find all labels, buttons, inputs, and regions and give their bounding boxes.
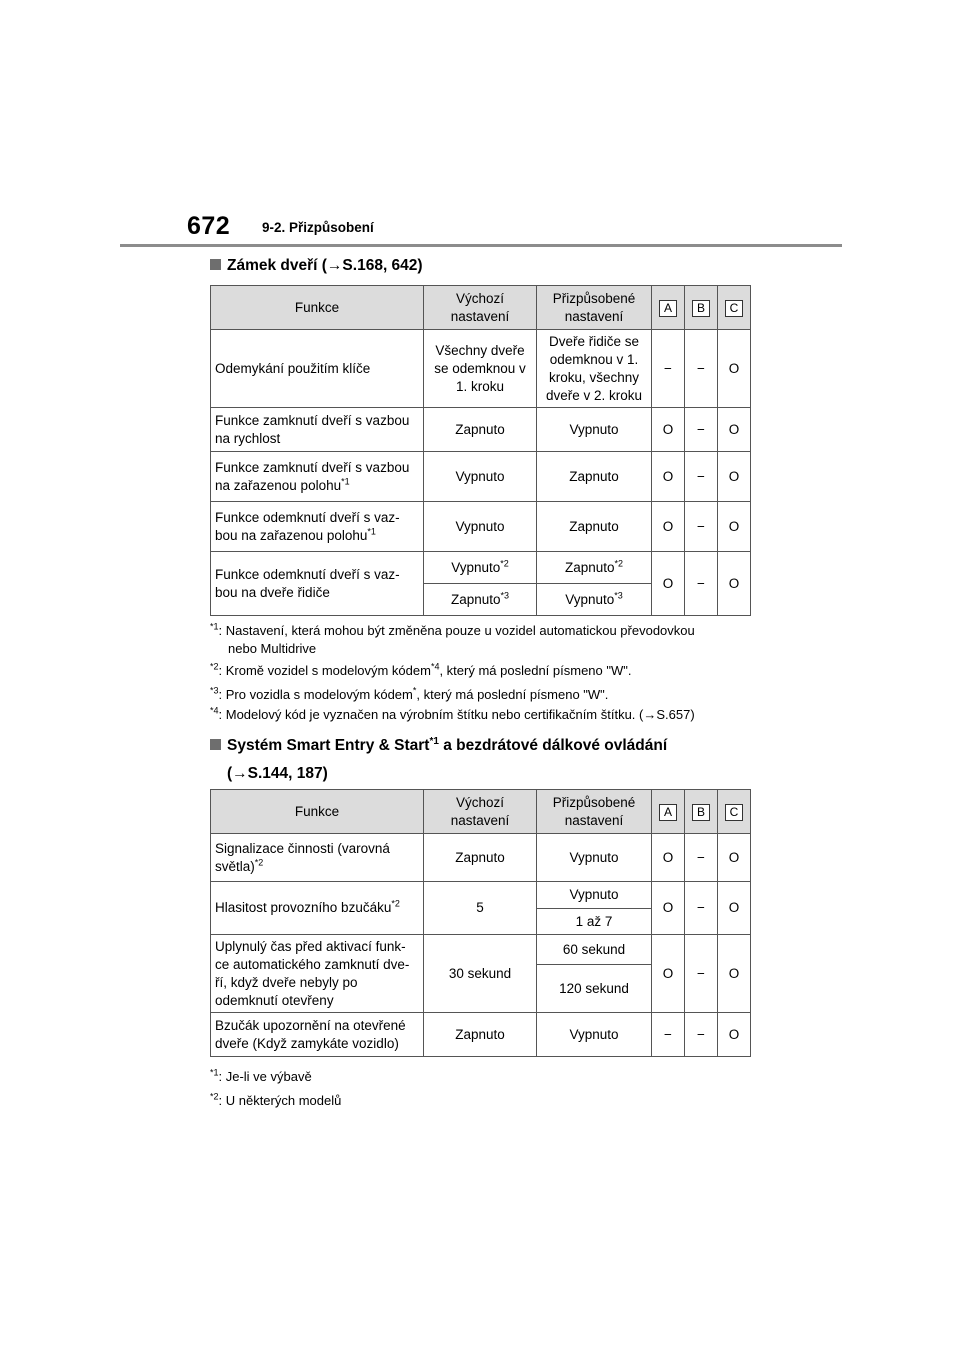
col-b xyxy=(685,790,718,834)
footnote xyxy=(210,706,770,724)
cell-default: Všechny dveře se odemknou v 1. kroku xyxy=(424,330,537,408)
footnote-text: : Nastavení, která mohou být změněna pouze u vozidel automatickou převodovkou xyxy=(218,623,695,638)
col-c xyxy=(718,790,751,834)
footnote-ref: *3 xyxy=(500,590,510,600)
footnote xyxy=(210,1092,770,1110)
cell-b: − xyxy=(685,408,718,452)
custom-text: Vypnuto xyxy=(565,591,615,607)
cell-custom: Vypnuto xyxy=(537,834,652,882)
cell-custom: 1 až 7 xyxy=(537,909,652,935)
cell-custom: Vypnuto xyxy=(537,1013,652,1057)
footnote-ref: *1 xyxy=(367,526,376,536)
cell-c: O xyxy=(718,408,751,452)
col-b xyxy=(685,286,718,330)
cell-c: O xyxy=(718,502,751,552)
cell-b: − xyxy=(685,1013,718,1057)
cell-c: O xyxy=(718,452,751,502)
cell-custom: Zapnuto xyxy=(537,452,652,502)
cell-default: Zapnuto xyxy=(424,408,537,452)
footnote-ref: *2 xyxy=(391,898,400,909)
footnote-text: : Pro vozidla s modelovým kódem xyxy=(218,687,413,702)
cell-default: Vypnuto xyxy=(424,452,537,502)
cell-b: − xyxy=(685,834,718,882)
cell-default xyxy=(424,552,537,584)
cell-c: O xyxy=(718,882,751,935)
footnote-mark: *2 xyxy=(210,1091,219,1102)
footnote-ref: * xyxy=(412,685,417,696)
letter-b-icon: B xyxy=(692,300,710,317)
footnote-ref: *3 xyxy=(614,590,623,600)
cell-default xyxy=(424,584,537,616)
table-row xyxy=(211,882,751,909)
letter-a-icon: A xyxy=(659,804,677,821)
cell-c: O xyxy=(718,1013,751,1057)
cell-custom: Vypnuto xyxy=(537,408,652,452)
cell-default: Zapnuto xyxy=(424,834,537,882)
cell-default: 5 xyxy=(424,882,537,935)
cell-func: Funkce odemknutí dveří s vaz-bou na dveře řidiče xyxy=(211,552,424,616)
table-row xyxy=(211,834,751,882)
cell-a: O xyxy=(652,935,685,1013)
table-header-row xyxy=(211,790,751,834)
default-text: Zapnuto xyxy=(450,591,501,607)
col-c xyxy=(718,286,751,330)
table-row xyxy=(211,408,751,452)
table-row xyxy=(211,452,751,502)
footnote xyxy=(210,662,770,680)
cell-custom: Zapnuto xyxy=(537,502,652,552)
cell-b: − xyxy=(685,935,718,1013)
footnote-mark: *4 xyxy=(210,705,219,716)
default-text: Vypnuto xyxy=(451,559,501,575)
table-row xyxy=(211,552,751,584)
table-row xyxy=(211,330,751,408)
col-funkce: Funkce xyxy=(211,286,424,330)
footnote xyxy=(210,622,770,658)
cell-func: Odemykání použitím klíče xyxy=(211,330,424,408)
letter-a-icon: A xyxy=(659,300,677,317)
custom-text: Zapnuto xyxy=(564,559,615,575)
col-custom: Přizpůsobené nastavení xyxy=(537,790,652,834)
cell-a: − xyxy=(652,330,685,408)
header-rule xyxy=(120,244,842,247)
col-funkce: Funkce xyxy=(211,790,424,834)
footnote-ref: *2 xyxy=(614,558,624,568)
cell-b: − xyxy=(685,330,718,408)
col-default: Výchozí nastavení xyxy=(424,286,537,330)
cell-c: O xyxy=(718,834,751,882)
door-lock-table xyxy=(210,285,751,616)
square-bullet-icon xyxy=(210,259,221,270)
cell-c: O xyxy=(718,935,751,1013)
footnote-text: : Modelový kód je vyznačen na výrobním štítku nebo certifikačním štítku. (→S.657) xyxy=(218,707,695,722)
letter-c-icon: C xyxy=(725,300,743,317)
cell-a: O xyxy=(652,452,685,502)
footnote-ref: *4 xyxy=(430,661,440,672)
cell-c: O xyxy=(718,552,751,616)
col-custom: Přizpůsobené nastavení xyxy=(537,286,652,330)
cell-a: O xyxy=(652,502,685,552)
col-a xyxy=(652,286,685,330)
letter-c-icon: C xyxy=(725,804,743,821)
func-text: Funkce zamknutí dveří s vazbou na zařazenou polohu xyxy=(215,459,410,493)
cell-c: O xyxy=(718,330,751,408)
footnote-ref: *2 xyxy=(254,857,264,867)
footnote-ref: *2 xyxy=(500,558,509,568)
table-row xyxy=(211,502,751,552)
cell-default: Zapnuto xyxy=(424,1013,537,1057)
footnote-text-cont: nebo Multidrive xyxy=(228,641,317,656)
cell-a: − xyxy=(652,1013,685,1057)
cell-func xyxy=(211,502,424,552)
footnote-text: , který má poslední písmeno "W". xyxy=(439,663,632,678)
cell-b: − xyxy=(685,502,718,552)
section-title-text-cont: (→S.144, 187) xyxy=(227,765,328,782)
cell-func: Uplynulý čas před aktivací funk-ce automatického zamknutí dve-ří, když dveře nebyly po odemknutí otevřeny xyxy=(211,935,424,1013)
col-a xyxy=(652,790,685,834)
cell-custom: 120 sekund xyxy=(537,965,652,1013)
cell-custom: Vypnuto xyxy=(537,882,652,909)
cell-b: − xyxy=(685,452,718,502)
cell-func: Bzučák upozornění na otevřené dveře (Když zamykáte vozidlo) xyxy=(211,1013,424,1057)
footnote-text: : Kromě vozidel s modelovým kódem xyxy=(218,663,431,678)
cell-a: O xyxy=(652,408,685,452)
table-row xyxy=(211,935,751,965)
cell-default: Vypnuto xyxy=(424,502,537,552)
cell-a: O xyxy=(652,834,685,882)
footnote-mark: *2 xyxy=(210,661,219,672)
func-text: Funkce odemknutí dveří s vaz-bou na zařazenou polohu xyxy=(215,509,400,543)
cell-custom xyxy=(537,552,652,584)
cell-func: Funkce zamknutí dveří s vazbou na rychlost xyxy=(211,408,424,452)
table-header-row xyxy=(211,286,751,330)
cell-func xyxy=(211,834,424,882)
section-title-text: Zámek dveří (→S.168, 642) xyxy=(227,257,423,274)
smart-entry-table xyxy=(210,789,751,1057)
running-header: 9-2. Přizpůsobení xyxy=(262,220,374,235)
cell-func xyxy=(211,882,424,935)
footnote-text: : U některých modelů xyxy=(218,1093,342,1108)
cell-default: 30 sekund xyxy=(424,935,537,1013)
col-default: Výchozí nastavení xyxy=(424,790,537,834)
square-bullet-icon xyxy=(210,739,221,750)
footnote-mark: *1 xyxy=(210,1067,219,1078)
cell-custom xyxy=(537,584,652,616)
cell-a: O xyxy=(652,552,685,616)
footnote xyxy=(210,686,770,704)
cell-b: − xyxy=(685,552,718,616)
footnote xyxy=(210,1068,770,1086)
table-row xyxy=(211,1013,751,1057)
cell-custom: 60 sekund xyxy=(537,935,652,965)
func-text: Signalizace činnosti (varovná světla) xyxy=(215,840,390,874)
cell-a: O xyxy=(652,882,685,935)
footnote-ref: *1 xyxy=(429,735,439,747)
footnote-text: : Je-li ve výbavě xyxy=(218,1069,312,1084)
page-number: 672 xyxy=(187,212,231,240)
section-title-text: a bezdrátové dálkové ovládání xyxy=(438,737,668,754)
cell-b: − xyxy=(685,882,718,935)
footnote-ref: *1 xyxy=(341,476,350,486)
footnote-text: , který má poslední písmeno "W". xyxy=(416,687,609,702)
section-title-text: Systém Smart Entry & Start xyxy=(227,737,430,754)
footnote-mark: *3 xyxy=(210,685,219,696)
cell-func xyxy=(211,452,424,502)
footnote-mark: *1 xyxy=(210,621,219,632)
func-text: Hlasitost provozního bzučáku xyxy=(215,900,392,915)
section-title-smart-entry xyxy=(210,734,667,786)
cell-custom: Dveře řidiče se odemknou v 1. kroku, všechny dveře v 2. kroku xyxy=(537,330,652,408)
letter-b-icon: B xyxy=(692,804,710,821)
section-title-door-lock xyxy=(210,254,423,278)
